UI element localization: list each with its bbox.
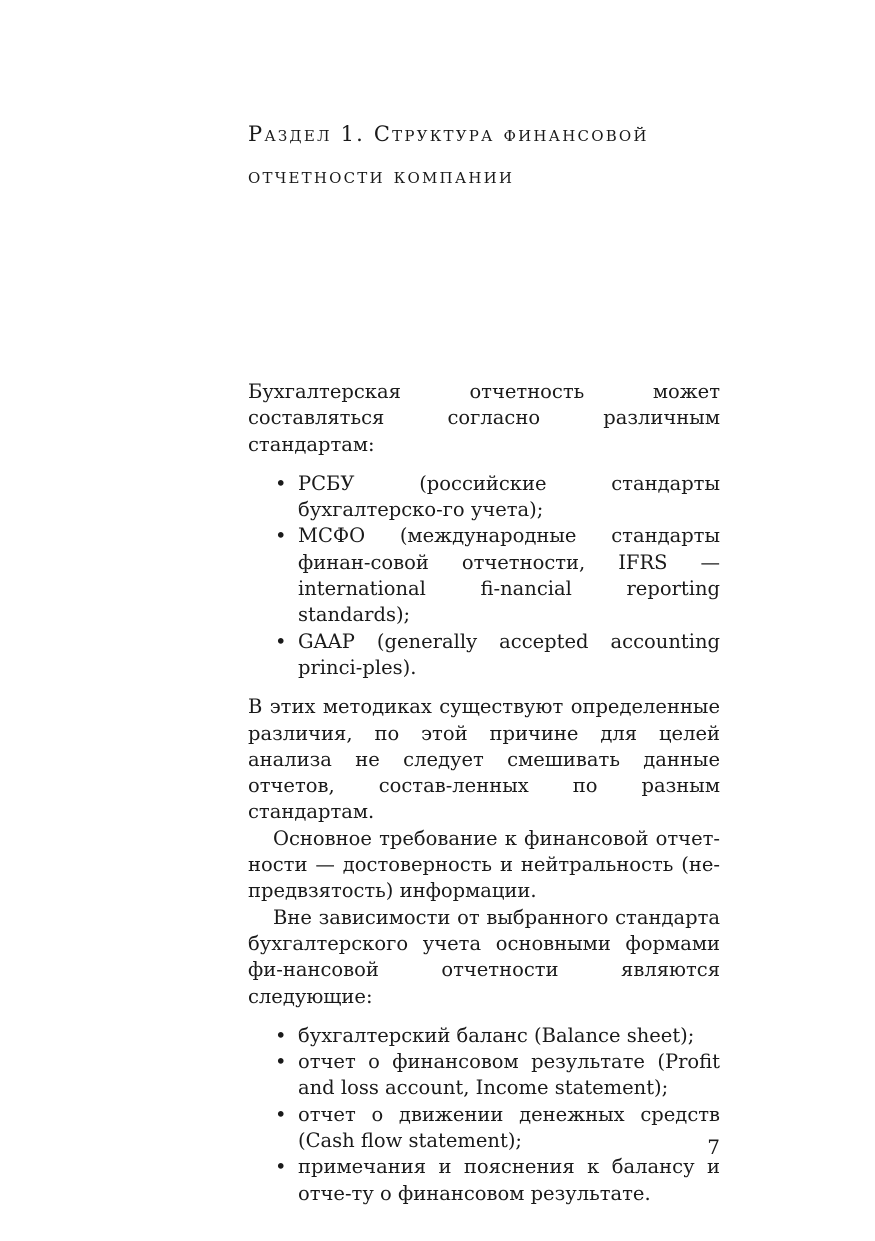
list-item-text: GAAP (generally accepted accounting princi-ples). xyxy=(298,629,720,679)
list-item xyxy=(248,471,720,524)
list-item xyxy=(248,1023,720,1049)
bullet-icon: • xyxy=(275,471,287,495)
paragraph: Основное требование к финансовой отчет-ности — достоверность и нейтральность (не-предвзятость) информации. xyxy=(248,826,720,903)
section-title-line-2: отчетности компании xyxy=(248,164,515,188)
list-item xyxy=(248,1102,720,1155)
intro-paragraph: Бухгалтерская отчетность может составляться согласно различным стандартам: xyxy=(248,380,720,456)
book-page xyxy=(248,0,720,1241)
list-item xyxy=(248,523,720,628)
page-number: 7 xyxy=(707,1135,720,1159)
list-item-text: примечания и пояснения к балансу и отче-ту о финансовом результате. xyxy=(298,1155,720,1205)
paragraph: В этих методиках существуют определенные различия, по этой причине для целей анализа не следует смешивать данные отчетов, состав-ленных по разным стандартам. xyxy=(248,695,720,824)
spacer xyxy=(248,458,720,471)
spacer xyxy=(248,1010,720,1023)
bullet-icon: • xyxy=(275,1155,287,1179)
bullet-icon: • xyxy=(275,524,287,548)
standards-list xyxy=(248,471,720,681)
list-item-text: отчет о движении денежных средств (Cash flow statement); xyxy=(298,1102,720,1153)
section-title xyxy=(248,113,720,197)
list-item-text: РСБУ (российские стандарты бухгалтерско-го учета); xyxy=(298,471,720,522)
forms-list xyxy=(248,1023,720,1207)
spacer xyxy=(248,681,720,694)
bullet-icon: • xyxy=(275,1023,287,1047)
list-item-text: отчет о финансовом результате (Profit and loss account, Income statement); xyxy=(298,1050,720,1100)
bullet-icon: • xyxy=(275,1102,287,1126)
list-item xyxy=(248,1154,720,1207)
bullet-icon: • xyxy=(275,629,287,653)
list-item-text: МСФО (международные стандарты финан-совой отчетности, IFRS — international fi-nancial reporting standards); xyxy=(298,524,720,627)
bullet-icon: • xyxy=(275,1050,287,1074)
paragraph: Вне зависимости от выбранного стандарта бухгалтерского учета основными формами фи-нансовой отчетности являются следующие: xyxy=(248,905,720,1008)
list-item xyxy=(248,1049,720,1102)
list-item-text: бухгалтерский баланс (Balance sheet); xyxy=(298,1023,695,1047)
section-title-line-1: Раздел 1. Структура финансовой xyxy=(248,122,649,146)
body-text xyxy=(248,379,720,1207)
list-item xyxy=(248,629,720,682)
